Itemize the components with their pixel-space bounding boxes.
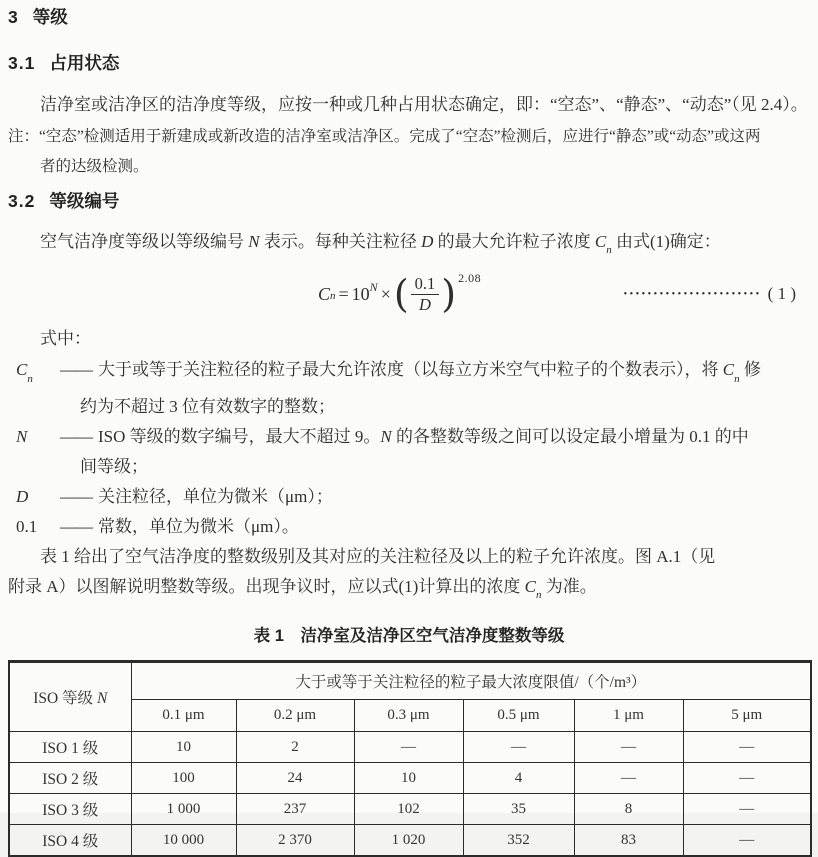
- cell-value: 100: [131, 763, 236, 794]
- section-3-heading: [8, 6, 810, 28]
- table-row-iso1: [9, 732, 811, 763]
- exponent-N: N: [369, 279, 378, 294]
- cell-value: 10: [131, 732, 236, 763]
- table-reference-paragraph: 表 1 给出了空气洁净度的整数级别及其对应的关注粒径及以上的粒子允许浓度。图 A.1（见 附录 A）以图解说明整数等级。出现争议时，应以式(1)计算出的浓度 $C_n$ 为准。: [8, 546, 716, 602]
- var-D: D: [421, 232, 434, 251]
- header-size-5um: 5 μm: [683, 700, 811, 732]
- where-label: 式中：: [40, 329, 91, 349]
- cell-value: 102: [354, 794, 463, 825]
- cell-value: 10 000: [131, 825, 236, 857]
- definition-D: D —— 关注粒径，单位为微米（μm）；: [8, 482, 810, 512]
- definition-Cn: $C_n$ —— 大于或等于关注粒径的粒子最大允许浓度（以每立方米空气中粒子的个数表示），将 $C_n$ 修 约为不超过 3 位有效数字的整数；: [8, 355, 810, 421]
- row-label: ISO 4 级: [9, 825, 131, 857]
- iso-cleanliness-table: [8, 660, 812, 857]
- cell-value: 35: [463, 794, 574, 825]
- cell-value: 4: [463, 763, 574, 794]
- row-label: ISO 1 级: [9, 732, 131, 763]
- dot-leader: •••••••••••••••••••••••: [623, 288, 762, 300]
- row-label: ISO 3 级: [9, 794, 131, 825]
- definition-dash: ——: [60, 360, 92, 380]
- cell-value: 2: [236, 732, 354, 763]
- header-size-0-5um: 0.5 μm: [463, 700, 574, 732]
- table-row-iso4: [9, 825, 811, 857]
- equation-number: ( 1 ): [767, 284, 796, 304]
- note-line-1: 注：“空态”检测适用于新建成或新改造的洁净室或洁净区。完成了“空态”检测后，应进行“静态”或“动态”或这两: [8, 128, 761, 145]
- header-size-1um: 1 μm: [574, 700, 683, 732]
- row-label: ISO 2 级: [9, 763, 131, 794]
- cell-value: —: [683, 763, 811, 794]
- occupancy-paragraph: 洁净室或洁净区的洁净度等级，应按一种或几种占用状态确定，即：“空态”、“静态”、“动态”（见 2.4）。: [40, 95, 808, 114]
- var-Cn: C: [722, 360, 735, 380]
- cell-value: —: [683, 794, 811, 825]
- term-N: N: [16, 426, 28, 446]
- right-paren: ): [441, 272, 457, 317]
- header-size-0-2um: 0.2 μm: [236, 700, 354, 732]
- cell-value: 1 020: [354, 825, 463, 857]
- header-iso-class: ISO 等级 N: [9, 662, 131, 732]
- cell-value: —: [683, 825, 811, 857]
- occupancy-note: [8, 122, 810, 182]
- exponent-2-08: 2.08: [458, 270, 482, 285]
- var-N: N: [380, 426, 392, 446]
- note-line-2: 者的达级检测。: [40, 158, 149, 175]
- definition-dash: ——: [60, 426, 92, 446]
- definition-N: N —— ISO 等级的数字编号，最大不超过 9。N 的各整数等级之间可以设定最小增量为 0.1 的中 间等级；: [8, 422, 810, 482]
- cell-value: —: [354, 732, 463, 763]
- var-Cn: C: [524, 576, 536, 596]
- term-D: D: [16, 486, 29, 506]
- classification-intro: 空气洁净度等级以等级编号 N 表示。每种关注粒径 D 的最大允许粒子浓度 $C_n$ 由式(1)确定：: [40, 232, 721, 257]
- header-size-0-3um: 0.3 μm: [354, 700, 463, 732]
- definition-dash: ——: [60, 516, 92, 536]
- term-Cn: $C_n$: [16, 360, 33, 385]
- cell-value: 83: [574, 825, 683, 857]
- definition-0-1: 0.1 —— 常数，单位为微米（μm）。: [8, 512, 810, 542]
- table-row-iso2: [9, 763, 811, 794]
- cell-value: 1 000: [131, 794, 236, 825]
- cell-value: —: [683, 732, 811, 763]
- header-size-0-1um: 0.1 μm: [131, 700, 236, 732]
- cell-value: 237: [236, 794, 354, 825]
- section-3-1-title: 占用状态: [49, 53, 120, 73]
- section-3-1-heading: [8, 52, 810, 74]
- cell-value: —: [463, 732, 574, 763]
- var-D: D: [419, 294, 431, 314]
- table-row-iso3: [9, 794, 811, 825]
- section-3-2-number: 3.2: [8, 191, 36, 211]
- cell-value: 352: [463, 825, 574, 857]
- var-N: N: [248, 232, 260, 251]
- equation-1-row: [8, 267, 810, 321]
- cell-value: 8: [574, 794, 683, 825]
- section-3-number: 3: [8, 7, 19, 27]
- table-1-title: 表 1 洁净室及洁净区空气洁净度整数等级: [253, 627, 565, 646]
- section-3-1-number: 3.1: [8, 53, 36, 73]
- definition-dash: ——: [60, 486, 92, 506]
- section-3-2-title: 等级编号: [49, 191, 120, 211]
- var-Cn: C: [318, 283, 331, 304]
- cell-value: —: [574, 763, 683, 794]
- equation-1: C $_n$ = 10 $^N$ × ( $\frac{0.1}{D}$ ) $^{2.08}$: [318, 270, 482, 317]
- cell-value: 2 370: [236, 825, 354, 857]
- cell-value: 10: [354, 763, 463, 794]
- section-3-title: 等级: [32, 7, 68, 27]
- cell-value: 24: [236, 763, 354, 794]
- fraction: $\frac{0.1}{D}$: [411, 274, 440, 315]
- header-concentration-limits: 大于或等于关注粒径的粒子最大浓度限值/（个/m³）: [131, 662, 811, 700]
- left-paren: (: [393, 272, 409, 317]
- cell-value: —: [574, 732, 683, 763]
- section-3-2-heading: [8, 190, 810, 212]
- var-Cn: C: [594, 232, 607, 251]
- term-0-1: 0.1: [16, 516, 38, 536]
